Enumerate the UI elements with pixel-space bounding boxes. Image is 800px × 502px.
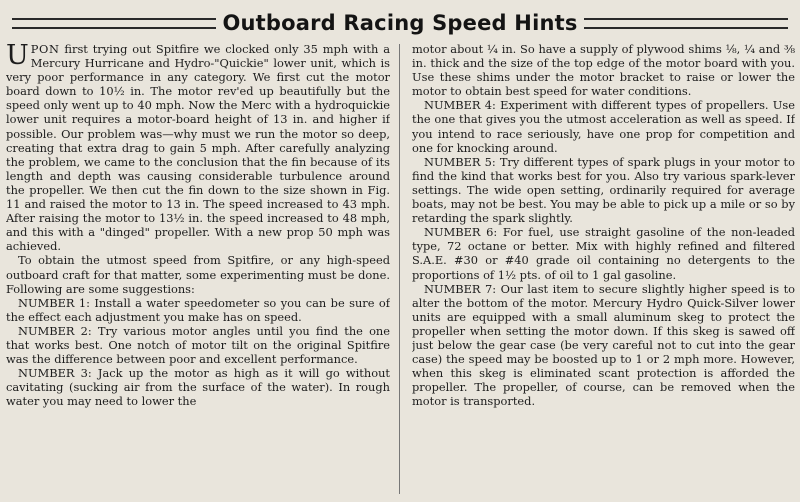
paragraph-suggestions: To obtain the utmost speed from Spitfire, or any high-speed outboard craft for that matter, some experimenting must be done. Following are some suggestions:	[6, 253, 390, 296]
paragraph-number-5: NUMBER 5: Try different types of spark plugs in your motor to find the kind that works best for you. Also try various spark-lever settings. The wide open setting, ordinarily required for average boats, may not be best. You may be able to pick up a mile or so by retarding the spark slightly.	[412, 154, 795, 226]
title-rule-left	[12, 18, 216, 29]
right-column	[412, 42, 795, 497]
column-divider	[399, 44, 400, 494]
paragraph-number-3: NUMBER 3: Jack up the motor as high as it will go without cavitating (sucking air from the surface of the water). In rough water you may need to lower the	[6, 366, 390, 409]
drop-cap: U	[6, 42, 29, 71]
paragraph-number-1: NUMBER 1: Install a water speedometer so you can be sure of the effect each adjustment you make has on speed.	[6, 295, 390, 324]
paragraph-number-2: NUMBER 2: Try various motor angles until you find the one that works best. One notch of motor tilt on the original Spitfire was the difference between poor and excellent performance.	[6, 323, 390, 367]
title-rule-right	[584, 18, 788, 29]
left-column	[6, 42, 390, 497]
intro-text: first trying out Spitfire we clocked only 35 mph with a Mercury Hurricane and Hydro-"Quickie" lower unit, which is very poor performance in any category. We first cut the motor board down to 10½ in. The motor rev'ed up beautifully but the speed only went up to 40 mph. Now the Merc with a hydroquickie lower unit requires a motor-board height of 13 in. and higher if possible. Our problem was—why must we run the motor so deep, creating that extra drag to gain 5 mph. After carefully analyzing the problem, we came to the conclusion that the fin because of its length and depth was causing considerable turbulence around the propeller. We then cut the fin down to the size shown in Fig. 11 and raised the motor to 13 in. The speed increased to 43 mph. After raising the motor to 13½ in. the speed increased to 48 mph, and this with a "dinged" propeller. With a new prop 50 mph was achieved.	[6, 42, 390, 254]
paragraph-number-7: NUMBER 7: Our last item to secure slightly higher speed is to alter the bottom of the motor. Mercury Hydro Quick-Silver lower units are equipped with a small aluminum skeg to protect the propeller when setting the motor down. If this skeg is sawed off just below the gear case (be very careful not to cut into the gear case) the speed may be boosted up to 1 or 2 mph more. However, when this skeg is eliminated scant protection is afforded the propeller. The propeller, of course, can be removed when the motor is transported.	[412, 281, 795, 409]
paragraph-number-4: NUMBER 4: Experiment with different types of propellers. Use the one that gives you the utmost acceleration as well as speed. If you intend to race seriously, have one prop for competition and one for knocking around.	[412, 98, 795, 155]
lead-caps: PON	[30, 42, 60, 56]
paragraph-intro	[6, 42, 390, 253]
title-banner	[6, 6, 794, 40]
paragraph-number-3-cont: motor about ¼ in. So have a supply of plywood shims ⅛, ¼ and ⅜ in. thick and the size of the top edge of the motor board with you. Use these shims under the motor bracket to raise or lower the motor to obtain best speed for water conditions.	[412, 42, 795, 99]
article-title: Outboard Racing Speed Hints	[222, 11, 578, 35]
paragraph-number-6: NUMBER 6: For fuel, use straight gasoline of the non-leaded type, 72 octane or better. Mix with highly refined and filtered S.A.E. #30 or #40 grade oil containing no detergents to the proportions of 1½ pts. of oil to 1 gal gasoline.	[412, 225, 795, 282]
